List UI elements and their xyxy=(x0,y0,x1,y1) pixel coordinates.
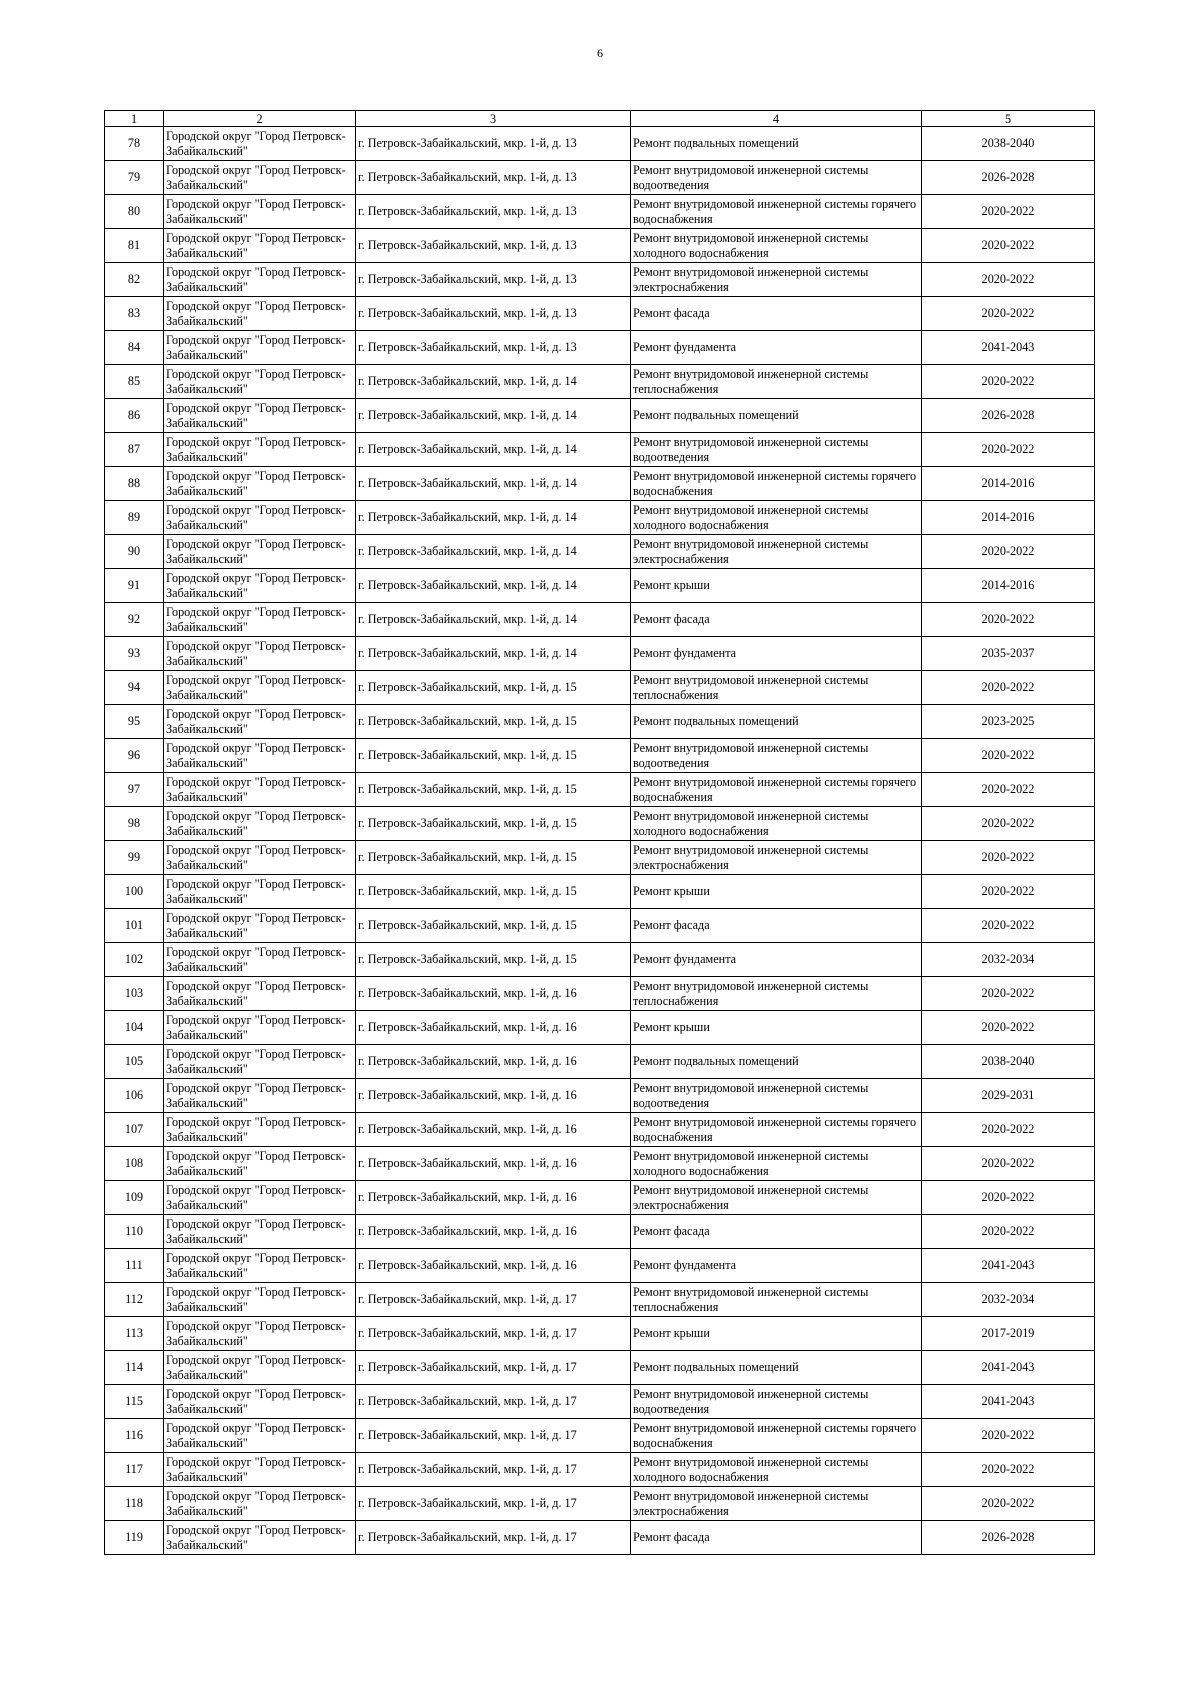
table-row xyxy=(105,229,1095,263)
cell-municipality: Городской округ "Город Петровск-Забайкальский" xyxy=(164,195,356,229)
cell-period: 2020-2022 xyxy=(922,977,1095,1011)
cell-address: г. Петровск-Забайкальский, мкр. 1-й, д. 17 xyxy=(356,1351,631,1385)
table-row xyxy=(105,1487,1095,1521)
cell-period: 2020-2022 xyxy=(922,1147,1095,1181)
cell-address: г. Петровск-Забайкальский, мкр. 1-й, д. 15 xyxy=(356,739,631,773)
cell-address: г. Петровск-Забайкальский, мкр. 1-й, д. 17 xyxy=(356,1487,631,1521)
cell-address: г. Петровск-Забайкальский, мкр. 1-й, д. 17 xyxy=(356,1521,631,1555)
table-row xyxy=(105,1113,1095,1147)
cell-municipality: Городской округ "Город Петровск-Забайкальский" xyxy=(164,399,356,433)
cell-address: г. Петровск-Забайкальский, мкр. 1-й, д. 14 xyxy=(356,365,631,399)
cell-municipality: Городской округ "Город Петровск-Забайкальский" xyxy=(164,127,356,161)
table-row xyxy=(105,1453,1095,1487)
cell-municipality: Городской округ "Город Петровск-Забайкальский" xyxy=(164,433,356,467)
cell-row-number: 102 xyxy=(105,943,164,977)
cell-work-type: Ремонт подвальных помещений xyxy=(631,399,922,433)
cell-address: г. Петровск-Забайкальский, мкр. 1-й, д. 14 xyxy=(356,603,631,637)
cell-row-number: 112 xyxy=(105,1283,164,1317)
cell-municipality: Городской округ "Город Петровск-Забайкальский" xyxy=(164,569,356,603)
table-row xyxy=(105,1385,1095,1419)
cell-row-number: 79 xyxy=(105,161,164,195)
cell-row-number: 116 xyxy=(105,1419,164,1453)
table-header xyxy=(105,111,1095,127)
cell-period: 2020-2022 xyxy=(922,739,1095,773)
cell-period: 2017-2019 xyxy=(922,1317,1095,1351)
cell-row-number: 84 xyxy=(105,331,164,365)
table-row xyxy=(105,977,1095,1011)
cell-municipality: Городской округ "Город Петровск-Забайкальский" xyxy=(164,1283,356,1317)
cell-municipality: Городской округ "Город Петровск-Забайкальский" xyxy=(164,909,356,943)
cell-work-type: Ремонт внутридомовой инженерной системы холодного водоснабжения xyxy=(631,229,922,263)
cell-work-type: Ремонт фундамента xyxy=(631,943,922,977)
cell-municipality: Городской округ "Город Петровск-Забайкальский" xyxy=(164,1181,356,1215)
cell-address: г. Петровск-Забайкальский, мкр. 1-й, д. 16 xyxy=(356,1181,631,1215)
cell-period: 2026-2028 xyxy=(922,399,1095,433)
cell-municipality: Городской округ "Город Петровск-Забайкальский" xyxy=(164,637,356,671)
cell-municipality: Городской округ "Город Петровск-Забайкальский" xyxy=(164,603,356,637)
cell-work-type: Ремонт внутридомовой инженерной системы горячего водоснабжения xyxy=(631,1419,922,1453)
cell-period: 2020-2022 xyxy=(922,1215,1095,1249)
cell-municipality: Городской округ "Город Петровск-Забайкальский" xyxy=(164,229,356,263)
cell-municipality: Городской округ "Город Петровск-Забайкальский" xyxy=(164,1487,356,1521)
cell-row-number: 100 xyxy=(105,875,164,909)
cell-row-number: 98 xyxy=(105,807,164,841)
table-row xyxy=(105,739,1095,773)
cell-row-number: 88 xyxy=(105,467,164,501)
cell-row-number: 85 xyxy=(105,365,164,399)
cell-address: г. Петровск-Забайкальский, мкр. 1-й, д. 13 xyxy=(356,331,631,365)
cell-work-type: Ремонт крыши xyxy=(631,1011,922,1045)
table-row xyxy=(105,161,1095,195)
cell-row-number: 108 xyxy=(105,1147,164,1181)
cell-row-number: 80 xyxy=(105,195,164,229)
cell-period: 2014-2016 xyxy=(922,501,1095,535)
cell-period: 2020-2022 xyxy=(922,875,1095,909)
cell-municipality: Городской округ "Город Петровск-Забайкальский" xyxy=(164,1011,356,1045)
cell-address: г. Петровск-Забайкальский, мкр. 1-й, д. 16 xyxy=(356,1113,631,1147)
table-row xyxy=(105,671,1095,705)
cell-period: 2020-2022 xyxy=(922,263,1095,297)
cell-period: 2020-2022 xyxy=(922,1453,1095,1487)
cell-address: г. Петровск-Забайкальский, мкр. 1-й, д. 14 xyxy=(356,433,631,467)
cell-work-type: Ремонт подвальных помещений xyxy=(631,705,922,739)
cell-period: 2020-2022 xyxy=(922,1113,1095,1147)
cell-address: г. Петровск-Забайкальский, мкр. 1-й, д. 16 xyxy=(356,1249,631,1283)
cell-row-number: 105 xyxy=(105,1045,164,1079)
cell-address: г. Петровск-Забайкальский, мкр. 1-й, д. 15 xyxy=(356,909,631,943)
cell-address: г. Петровск-Забайкальский, мкр. 1-й, д. 13 xyxy=(356,263,631,297)
cell-row-number: 117 xyxy=(105,1453,164,1487)
cell-work-type: Ремонт фасада xyxy=(631,1521,922,1555)
cell-work-type: Ремонт крыши xyxy=(631,1317,922,1351)
cell-period: 2020-2022 xyxy=(922,229,1095,263)
cell-address: г. Петровск-Забайкальский, мкр. 1-й, д. 14 xyxy=(356,535,631,569)
cell-address: г. Петровск-Забайкальский, мкр. 1-й, д. 14 xyxy=(356,637,631,671)
cell-period: 2032-2034 xyxy=(922,1283,1095,1317)
cell-municipality: Городской округ "Город Петровск-Забайкальский" xyxy=(164,773,356,807)
cell-row-number: 99 xyxy=(105,841,164,875)
cell-work-type: Ремонт внутридомовой инженерной системы электроснабжения xyxy=(631,1487,922,1521)
cell-municipality: Городской округ "Город Петровск-Забайкальский" xyxy=(164,671,356,705)
cell-period: 2041-2043 xyxy=(922,1385,1095,1419)
cell-municipality: Городской округ "Город Петровск-Забайкальский" xyxy=(164,1521,356,1555)
cell-period: 2020-2022 xyxy=(922,433,1095,467)
cell-row-number: 109 xyxy=(105,1181,164,1215)
cell-municipality: Городской округ "Город Петровск-Забайкальский" xyxy=(164,1385,356,1419)
cell-row-number: 103 xyxy=(105,977,164,1011)
cell-municipality: Городской округ "Город Петровск-Забайкальский" xyxy=(164,535,356,569)
cell-municipality: Городской округ "Город Петровск-Забайкальский" xyxy=(164,1249,356,1283)
table-row xyxy=(105,875,1095,909)
cell-municipality: Городской округ "Город Петровск-Забайкальский" xyxy=(164,705,356,739)
cell-work-type: Ремонт подвальных помещений xyxy=(631,1351,922,1385)
table-row xyxy=(105,603,1095,637)
cell-period: 2020-2022 xyxy=(922,603,1095,637)
cell-address: г. Петровск-Забайкальский, мкр. 1-й, д. 16 xyxy=(356,1011,631,1045)
cell-period: 2020-2022 xyxy=(922,365,1095,399)
cell-work-type: Ремонт фасада xyxy=(631,909,922,943)
cell-address: г. Петровск-Забайкальский, мкр. 1-й, д. 14 xyxy=(356,399,631,433)
table-row xyxy=(105,501,1095,535)
cell-work-type: Ремонт подвальных помещений xyxy=(631,127,922,161)
table-row xyxy=(105,127,1095,161)
cell-municipality: Городской округ "Город Петровск-Забайкальский" xyxy=(164,161,356,195)
cell-address: г. Петровск-Забайкальский, мкр. 1-й, д. 15 xyxy=(356,671,631,705)
cell-period: 2014-2016 xyxy=(922,467,1095,501)
cell-period: 2020-2022 xyxy=(922,1181,1095,1215)
table-row xyxy=(105,195,1095,229)
cell-address: г. Петровск-Забайкальский, мкр. 1-й, д. 14 xyxy=(356,467,631,501)
table-row xyxy=(105,943,1095,977)
cell-row-number: 90 xyxy=(105,535,164,569)
table-row xyxy=(105,1147,1095,1181)
cell-period: 2020-2022 xyxy=(922,1419,1095,1453)
cell-address: г. Петровск-Забайкальский, мкр. 1-й, д. 13 xyxy=(356,127,631,161)
column-header-4: 4 xyxy=(631,111,922,127)
cell-work-type: Ремонт внутридомовой инженерной системы горячего водоснабжения xyxy=(631,1113,922,1147)
cell-work-type: Ремонт внутридомовой инженерной системы горячего водоснабжения xyxy=(631,467,922,501)
cell-municipality: Городской округ "Город Петровск-Забайкальский" xyxy=(164,841,356,875)
cell-municipality: Городской округ "Город Петровск-Забайкальский" xyxy=(164,297,356,331)
cell-period: 2041-2043 xyxy=(922,331,1095,365)
cell-address: г. Петровск-Забайкальский, мкр. 1-й, д. 16 xyxy=(356,977,631,1011)
cell-row-number: 78 xyxy=(105,127,164,161)
cell-municipality: Городской округ "Город Петровск-Забайкальский" xyxy=(164,1351,356,1385)
cell-work-type: Ремонт внутридомовой инженерной системы электроснабжения xyxy=(631,841,922,875)
cell-address: г. Петровск-Забайкальский, мкр. 1-й, д. 16 xyxy=(356,1215,631,1249)
table-row xyxy=(105,263,1095,297)
cell-row-number: 101 xyxy=(105,909,164,943)
cell-address: г. Петровск-Забайкальский, мкр. 1-й, д. 13 xyxy=(356,229,631,263)
cell-row-number: 107 xyxy=(105,1113,164,1147)
cell-period: 2026-2028 xyxy=(922,1521,1095,1555)
cell-period: 2041-2043 xyxy=(922,1351,1095,1385)
cell-row-number: 91 xyxy=(105,569,164,603)
cell-work-type: Ремонт фундамента xyxy=(631,637,922,671)
cell-municipality: Городской округ "Город Петровск-Забайкальский" xyxy=(164,1215,356,1249)
cell-address: г. Петровск-Забайкальский, мкр. 1-й, д. 14 xyxy=(356,501,631,535)
cell-municipality: Городской округ "Город Петровск-Забайкальский" xyxy=(164,1419,356,1453)
table-row xyxy=(105,365,1095,399)
cell-period: 2038-2040 xyxy=(922,127,1095,161)
cell-work-type: Ремонт фасада xyxy=(631,603,922,637)
table-row xyxy=(105,467,1095,501)
cell-municipality: Городской округ "Город Петровск-Забайкальский" xyxy=(164,467,356,501)
table-row xyxy=(105,1521,1095,1555)
cell-work-type: Ремонт внутридомовой инженерной системы холодного водоснабжения xyxy=(631,1147,922,1181)
cell-row-number: 111 xyxy=(105,1249,164,1283)
cell-work-type: Ремонт подвальных помещений xyxy=(631,1045,922,1079)
cell-period: 2032-2034 xyxy=(922,943,1095,977)
cell-period: 2026-2028 xyxy=(922,161,1095,195)
cell-work-type: Ремонт внутридомовой инженерной системы холодного водоснабжения xyxy=(631,1453,922,1487)
cell-work-type: Ремонт внутридомовой инженерной системы горячего водоснабжения xyxy=(631,195,922,229)
cell-address: г. Петровск-Забайкальский, мкр. 1-й, д. 15 xyxy=(356,807,631,841)
cell-work-type: Ремонт внутридомовой инженерной системы водоотведения xyxy=(631,739,922,773)
cell-work-type: Ремонт внутридомовой инженерной системы электроснабжения xyxy=(631,1181,922,1215)
cell-row-number: 106 xyxy=(105,1079,164,1113)
table-row xyxy=(105,773,1095,807)
cell-work-type: Ремонт внутридомовой инженерной системы электроснабжения xyxy=(631,263,922,297)
cell-work-type: Ремонт внутридомовой инженерной системы водоотведения xyxy=(631,433,922,467)
cell-period: 2020-2022 xyxy=(922,1487,1095,1521)
cell-period: 2020-2022 xyxy=(922,671,1095,705)
table-row xyxy=(105,1079,1095,1113)
cell-period: 2041-2043 xyxy=(922,1249,1095,1283)
table-row xyxy=(105,1215,1095,1249)
column-header-5: 5 xyxy=(922,111,1095,127)
cell-work-type: Ремонт внутридомовой инженерной системы электроснабжения xyxy=(631,535,922,569)
table-row xyxy=(105,1351,1095,1385)
cell-address: г. Петровск-Забайкальский, мкр. 1-й, д. 15 xyxy=(356,943,631,977)
table-row xyxy=(105,569,1095,603)
cell-period: 2020-2022 xyxy=(922,807,1095,841)
cell-address: г. Петровск-Забайкальский, мкр. 1-й, д. 13 xyxy=(356,161,631,195)
table-row xyxy=(105,909,1095,943)
column-header-1: 1 xyxy=(105,111,164,127)
cell-row-number: 113 xyxy=(105,1317,164,1351)
cell-row-number: 96 xyxy=(105,739,164,773)
cell-work-type: Ремонт внутридомовой инженерной системы теплоснабжения xyxy=(631,1283,922,1317)
cell-address: г. Петровск-Забайкальский, мкр. 1-й, д. 17 xyxy=(356,1385,631,1419)
cell-municipality: Городской округ "Город Петровск-Забайкальский" xyxy=(164,739,356,773)
cell-row-number: 95 xyxy=(105,705,164,739)
cell-work-type: Ремонт внутридомовой инженерной системы водоотведения xyxy=(631,1079,922,1113)
cell-period: 2035-2037 xyxy=(922,637,1095,671)
cell-municipality: Городской округ "Город Петровск-Забайкальский" xyxy=(164,331,356,365)
cell-address: г. Петровск-Забайкальский, мкр. 1-й, д. 17 xyxy=(356,1419,631,1453)
cell-row-number: 93 xyxy=(105,637,164,671)
cell-address: г. Петровск-Забайкальский, мкр. 1-й, д. 17 xyxy=(356,1283,631,1317)
cell-period: 2029-2031 xyxy=(922,1079,1095,1113)
cell-municipality: Городской округ "Город Петровск-Забайкальский" xyxy=(164,807,356,841)
cell-work-type: Ремонт внутридомовой инженерной системы водоотведения xyxy=(631,1385,922,1419)
table-row xyxy=(105,841,1095,875)
cell-row-number: 118 xyxy=(105,1487,164,1521)
cell-row-number: 87 xyxy=(105,433,164,467)
cell-address: г. Петровск-Забайкальский, мкр. 1-й, д. 17 xyxy=(356,1317,631,1351)
cell-municipality: Городской округ "Город Петровск-Забайкальский" xyxy=(164,1147,356,1181)
cell-row-number: 104 xyxy=(105,1011,164,1045)
cell-work-type: Ремонт внутридомовой инженерной системы холодного водоснабжения xyxy=(631,501,922,535)
table-row xyxy=(105,637,1095,671)
cell-work-type: Ремонт внутридомовой инженерной системы водоотведения xyxy=(631,161,922,195)
cell-municipality: Городской округ "Город Петровск-Забайкальский" xyxy=(164,1113,356,1147)
cell-work-type: Ремонт внутридомовой инженерной системы холодного водоснабжения xyxy=(631,807,922,841)
cell-row-number: 110 xyxy=(105,1215,164,1249)
cell-work-type: Ремонт внутридомовой инженерной системы теплоснабжения xyxy=(631,671,922,705)
cell-row-number: 119 xyxy=(105,1521,164,1555)
table-row xyxy=(105,1181,1095,1215)
cell-period: 2020-2022 xyxy=(922,195,1095,229)
cell-row-number: 114 xyxy=(105,1351,164,1385)
cell-municipality: Городской округ "Город Петровск-Забайкальский" xyxy=(164,501,356,535)
cell-period: 2020-2022 xyxy=(922,841,1095,875)
page-number: 6 xyxy=(597,46,603,60)
table-row xyxy=(105,297,1095,331)
cell-period: 2020-2022 xyxy=(922,773,1095,807)
cell-row-number: 115 xyxy=(105,1385,164,1419)
cell-municipality: Городской округ "Город Петровск-Забайкальский" xyxy=(164,1045,356,1079)
cell-work-type: Ремонт фасада xyxy=(631,1215,922,1249)
cell-row-number: 86 xyxy=(105,399,164,433)
cell-row-number: 94 xyxy=(105,671,164,705)
table-row xyxy=(105,705,1095,739)
table-row xyxy=(105,1283,1095,1317)
cell-period: 2020-2022 xyxy=(922,909,1095,943)
cell-work-type: Ремонт внутридомовой инженерной системы теплоснабжения xyxy=(631,365,922,399)
cell-address: г. Петровск-Забайкальский, мкр. 1-й, д. 16 xyxy=(356,1147,631,1181)
cell-municipality: Городской округ "Город Петровск-Забайкальский" xyxy=(164,263,356,297)
table-row xyxy=(105,1045,1095,1079)
cell-work-type: Ремонт фундамента xyxy=(631,1249,922,1283)
header-row xyxy=(105,111,1095,127)
cell-address: г. Петровск-Забайкальский, мкр. 1-й, д. 13 xyxy=(356,297,631,331)
table-row xyxy=(105,399,1095,433)
cell-address: г. Петровск-Забайкальский, мкр. 1-й, д. 16 xyxy=(356,1079,631,1113)
cell-period: 2020-2022 xyxy=(922,535,1095,569)
cell-municipality: Городской округ "Город Петровск-Забайкальский" xyxy=(164,1317,356,1351)
cell-period: 2020-2022 xyxy=(922,1011,1095,1045)
cell-municipality: Городской округ "Город Петровск-Забайкальский" xyxy=(164,365,356,399)
table-body xyxy=(105,127,1095,1555)
cell-work-type: Ремонт крыши xyxy=(631,875,922,909)
cell-municipality: Городской округ "Город Петровск-Забайкальский" xyxy=(164,875,356,909)
table-row xyxy=(105,1419,1095,1453)
cell-period: 2023-2025 xyxy=(922,705,1095,739)
cell-municipality: Городской округ "Город Петровск-Забайкальский" xyxy=(164,943,356,977)
cell-work-type: Ремонт крыши xyxy=(631,569,922,603)
cell-address: г. Петровск-Забайкальский, мкр. 1-й, д. 15 xyxy=(356,875,631,909)
table-row xyxy=(105,1011,1095,1045)
cell-work-type: Ремонт фасада xyxy=(631,297,922,331)
column-header-2: 2 xyxy=(164,111,356,127)
table-row xyxy=(105,535,1095,569)
cell-address: г. Петровск-Забайкальский, мкр. 1-й, д. 15 xyxy=(356,841,631,875)
cell-row-number: 82 xyxy=(105,263,164,297)
cell-address: г. Петровск-Забайкальский, мкр. 1-й, д. 14 xyxy=(356,569,631,603)
cell-work-type: Ремонт внутридомовой инженерной системы горячего водоснабжения xyxy=(631,773,922,807)
table-row xyxy=(105,1249,1095,1283)
cell-municipality: Городской округ "Город Петровск-Забайкальский" xyxy=(164,977,356,1011)
cell-period: 2038-2040 xyxy=(922,1045,1095,1079)
table-row xyxy=(105,331,1095,365)
cell-work-type: Ремонт внутридомовой инженерной системы теплоснабжения xyxy=(631,977,922,1011)
cell-period: 2020-2022 xyxy=(922,297,1095,331)
cell-work-type: Ремонт фундамента xyxy=(631,331,922,365)
table-row xyxy=(105,433,1095,467)
cell-row-number: 97 xyxy=(105,773,164,807)
cell-row-number: 89 xyxy=(105,501,164,535)
cell-address: г. Петровск-Забайкальский, мкр. 1-й, д. 15 xyxy=(356,773,631,807)
cell-row-number: 92 xyxy=(105,603,164,637)
table-row xyxy=(105,1317,1095,1351)
table-row xyxy=(105,807,1095,841)
cell-address: г. Петровск-Забайкальский, мкр. 1-й, д. 13 xyxy=(356,195,631,229)
cell-address: г. Петровск-Забайкальский, мкр. 1-й, д. 17 xyxy=(356,1453,631,1487)
cell-row-number: 81 xyxy=(105,229,164,263)
cell-period: 2014-2016 xyxy=(922,569,1095,603)
column-header-3: 3 xyxy=(356,111,631,127)
cell-row-number: 83 xyxy=(105,297,164,331)
repair-schedule-table xyxy=(104,110,1095,1555)
cell-address: г. Петровск-Забайкальский, мкр. 1-й, д. 15 xyxy=(356,705,631,739)
cell-address: г. Петровск-Забайкальский, мкр. 1-й, д. 16 xyxy=(356,1045,631,1079)
cell-municipality: Городской округ "Город Петровск-Забайкальский" xyxy=(164,1079,356,1113)
cell-municipality: Городской округ "Город Петровск-Забайкальский" xyxy=(164,1453,356,1487)
